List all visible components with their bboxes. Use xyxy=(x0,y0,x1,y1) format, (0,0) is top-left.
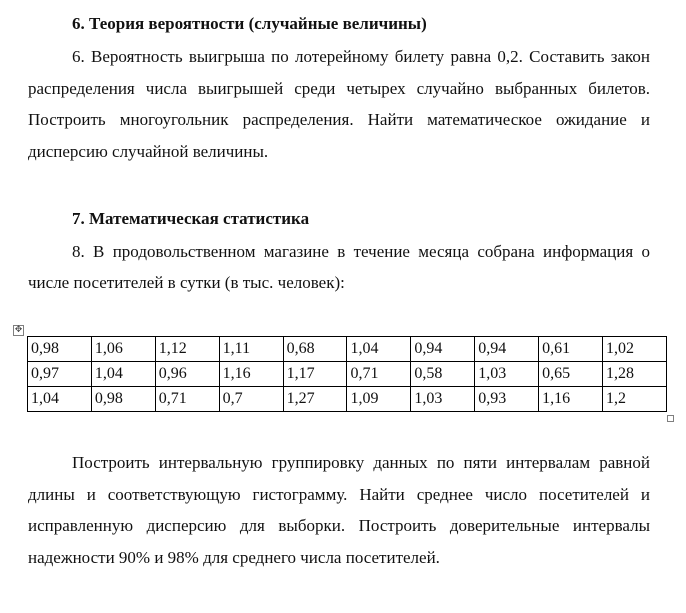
table-cell: 0,94 xyxy=(411,337,475,362)
table-cell: 0,58 xyxy=(411,362,475,387)
task-text: Построить интервальную группировку данных по пяти интервалам равной длины и соответствующую гистограмму. Найти среднее число посетителей и исправленную дисперсию для выборки. Построить доверительные интервалы надежности 90% и 98% для среднего числа посетителей. xyxy=(28,453,650,567)
table-cell: 1,04 xyxy=(347,337,411,362)
table-cell: 0,65 xyxy=(539,362,603,387)
table-cell: 0,71 xyxy=(347,362,411,387)
table-cell: 1,02 xyxy=(603,337,667,362)
section-7-problem-text: 8. В продовольственном магазине в течение месяца собрана информация о числе посетителей в сутки (в тыс. человек): xyxy=(28,242,650,292)
table-cell: 0,98 xyxy=(91,387,155,412)
visitors-data-table xyxy=(27,336,667,412)
table-row xyxy=(28,337,667,362)
section-6-heading: 6. Теория вероятности (случайные величины) xyxy=(72,14,427,33)
section-6-problem-text: 6. Вероятность выигрыша по лотерейному билету равна 0,2. Составить закон распределения числа выигрышей среди четырех случайно выбранных билетов. Построить многоугольник распределения. Найти математическое ожидание и дисперсию случайной величины. xyxy=(28,47,650,161)
table-cell: 1,09 xyxy=(347,387,411,412)
table-resize-handle-icon[interactable] xyxy=(667,415,674,422)
table-cell: 1,17 xyxy=(283,362,347,387)
section-7-heading: 7. Математическая статистика xyxy=(72,209,310,228)
table-cell: 1,11 xyxy=(219,337,283,362)
table-cell: 0,97 xyxy=(28,362,92,387)
table-cell: 1,04 xyxy=(28,387,92,412)
table-cell: 1,12 xyxy=(155,337,219,362)
table-cell: 0,96 xyxy=(155,362,219,387)
table-cell: 0,68 xyxy=(283,337,347,362)
table-cell: 1,04 xyxy=(91,362,155,387)
table-cell: 1,16 xyxy=(539,387,603,412)
table-cell: 1,28 xyxy=(603,362,667,387)
table-cell: 1,16 xyxy=(219,362,283,387)
table-row xyxy=(28,362,667,387)
table-cell: 0,98 xyxy=(28,337,92,362)
table-cell: 1,03 xyxy=(411,387,475,412)
table-cell: 0,61 xyxy=(539,337,603,362)
table-cell: 1,2 xyxy=(603,387,667,412)
table-cell: 1,06 xyxy=(91,337,155,362)
table-cell: 0,7 xyxy=(219,387,283,412)
table-move-handle-icon[interactable]: ✥ xyxy=(14,325,23,335)
table-cell: 0,94 xyxy=(475,337,539,362)
table-cell: 1,27 xyxy=(283,387,347,412)
table-cell: 0,71 xyxy=(155,387,219,412)
table-cell: 0,93 xyxy=(475,387,539,412)
table-cell: 1,03 xyxy=(475,362,539,387)
table-row xyxy=(28,387,667,412)
